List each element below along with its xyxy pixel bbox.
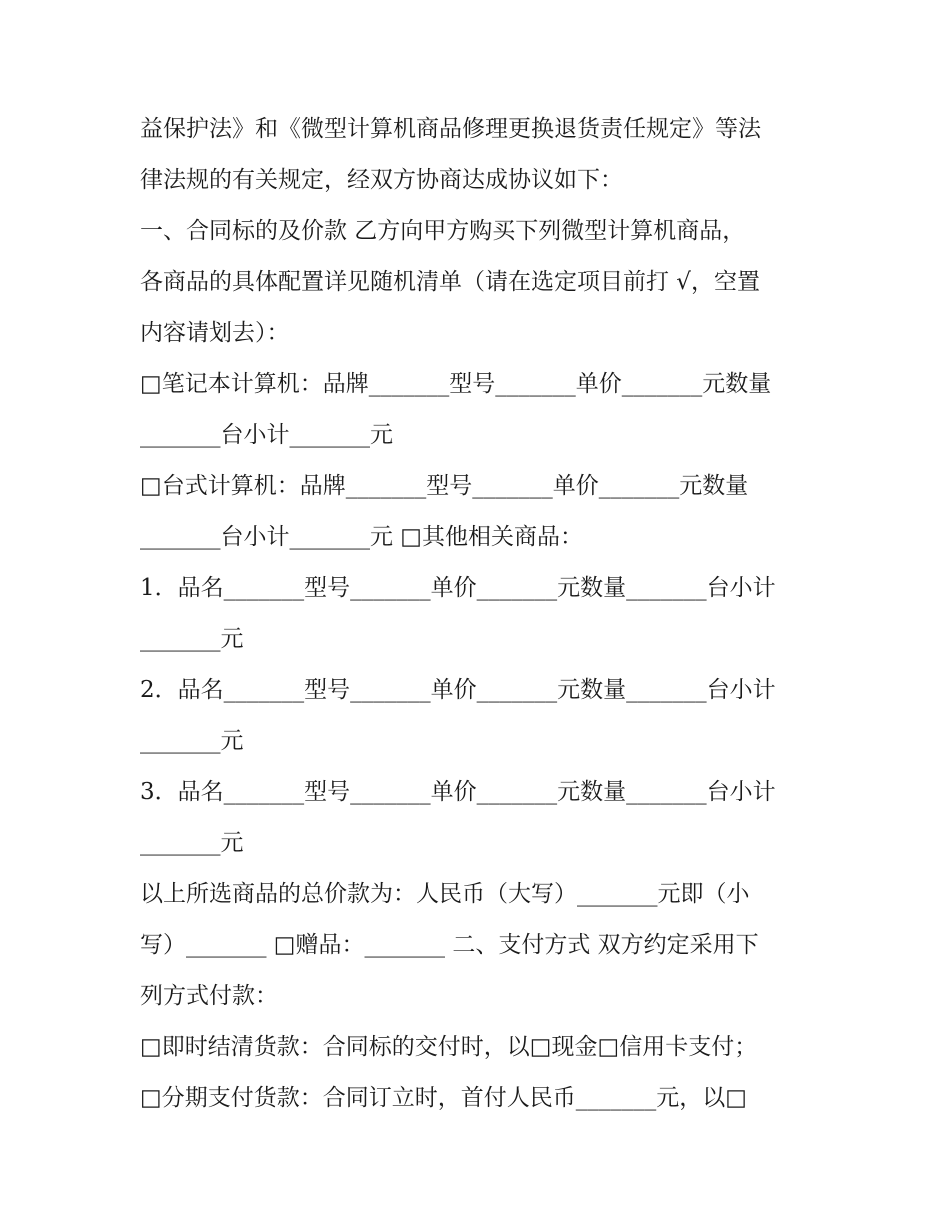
text-line: _______元 — [140, 626, 244, 652]
text-line: _______元 — [140, 728, 244, 754]
section-heading-payment: 写）_______ □赠品：_______ 二、支付方式 双方约定采用下 — [140, 932, 759, 958]
item-2-line: 2．品名_______型号_______单价_______元数量_______台小计 — [140, 677, 776, 703]
installment-payment-line: □分期支付货款：合同订立时，首付人民币_______元，以□ — [140, 1085, 747, 1111]
item-3-line: 3．品名_______型号_______单价_______元数量_______台小计 — [140, 779, 776, 805]
item-1-line: 1．品名_______型号_______单价_______元数量_______台小计 — [140, 575, 776, 601]
text-line: 各商品的具体配置详见随机清单（请在选定项目前打 √，空置 — [140, 269, 760, 295]
text-line: 律法规的有关规定，经双方协商达成协议如下： — [140, 167, 623, 193]
text-line: 内容请划去）： — [140, 320, 290, 346]
section-heading-price: 一、合同标的及价款 乙方向甲方购买下列微型计算机商品， — [140, 218, 746, 244]
total-price-line: 以上所选商品的总价款为：人民币（大写）_______元即（小 — [140, 881, 750, 907]
text-line: _______台小计_______元 — [140, 422, 393, 448]
text-line: 益保护法》和《微型计算机商品修理更换退货责任规定》等法 — [140, 116, 761, 142]
desktop-option-line: □台式计算机：品牌_______型号_______单价_______元数量 — [140, 473, 749, 499]
laptop-option-line: □笔记本计算机：品牌_______型号_______单价_______元数量 — [140, 371, 772, 397]
text-line: _______台小计_______元 □其他相关商品： — [140, 524, 584, 550]
immediate-payment-line: □即时结清货款：合同标的交付时，以□现金□信用卡支付； — [140, 1034, 758, 1060]
text-line: 列方式付款： — [140, 983, 278, 1009]
text-line: _______元 — [140, 830, 244, 856]
contract-text-block — [140, 104, 820, 1124]
